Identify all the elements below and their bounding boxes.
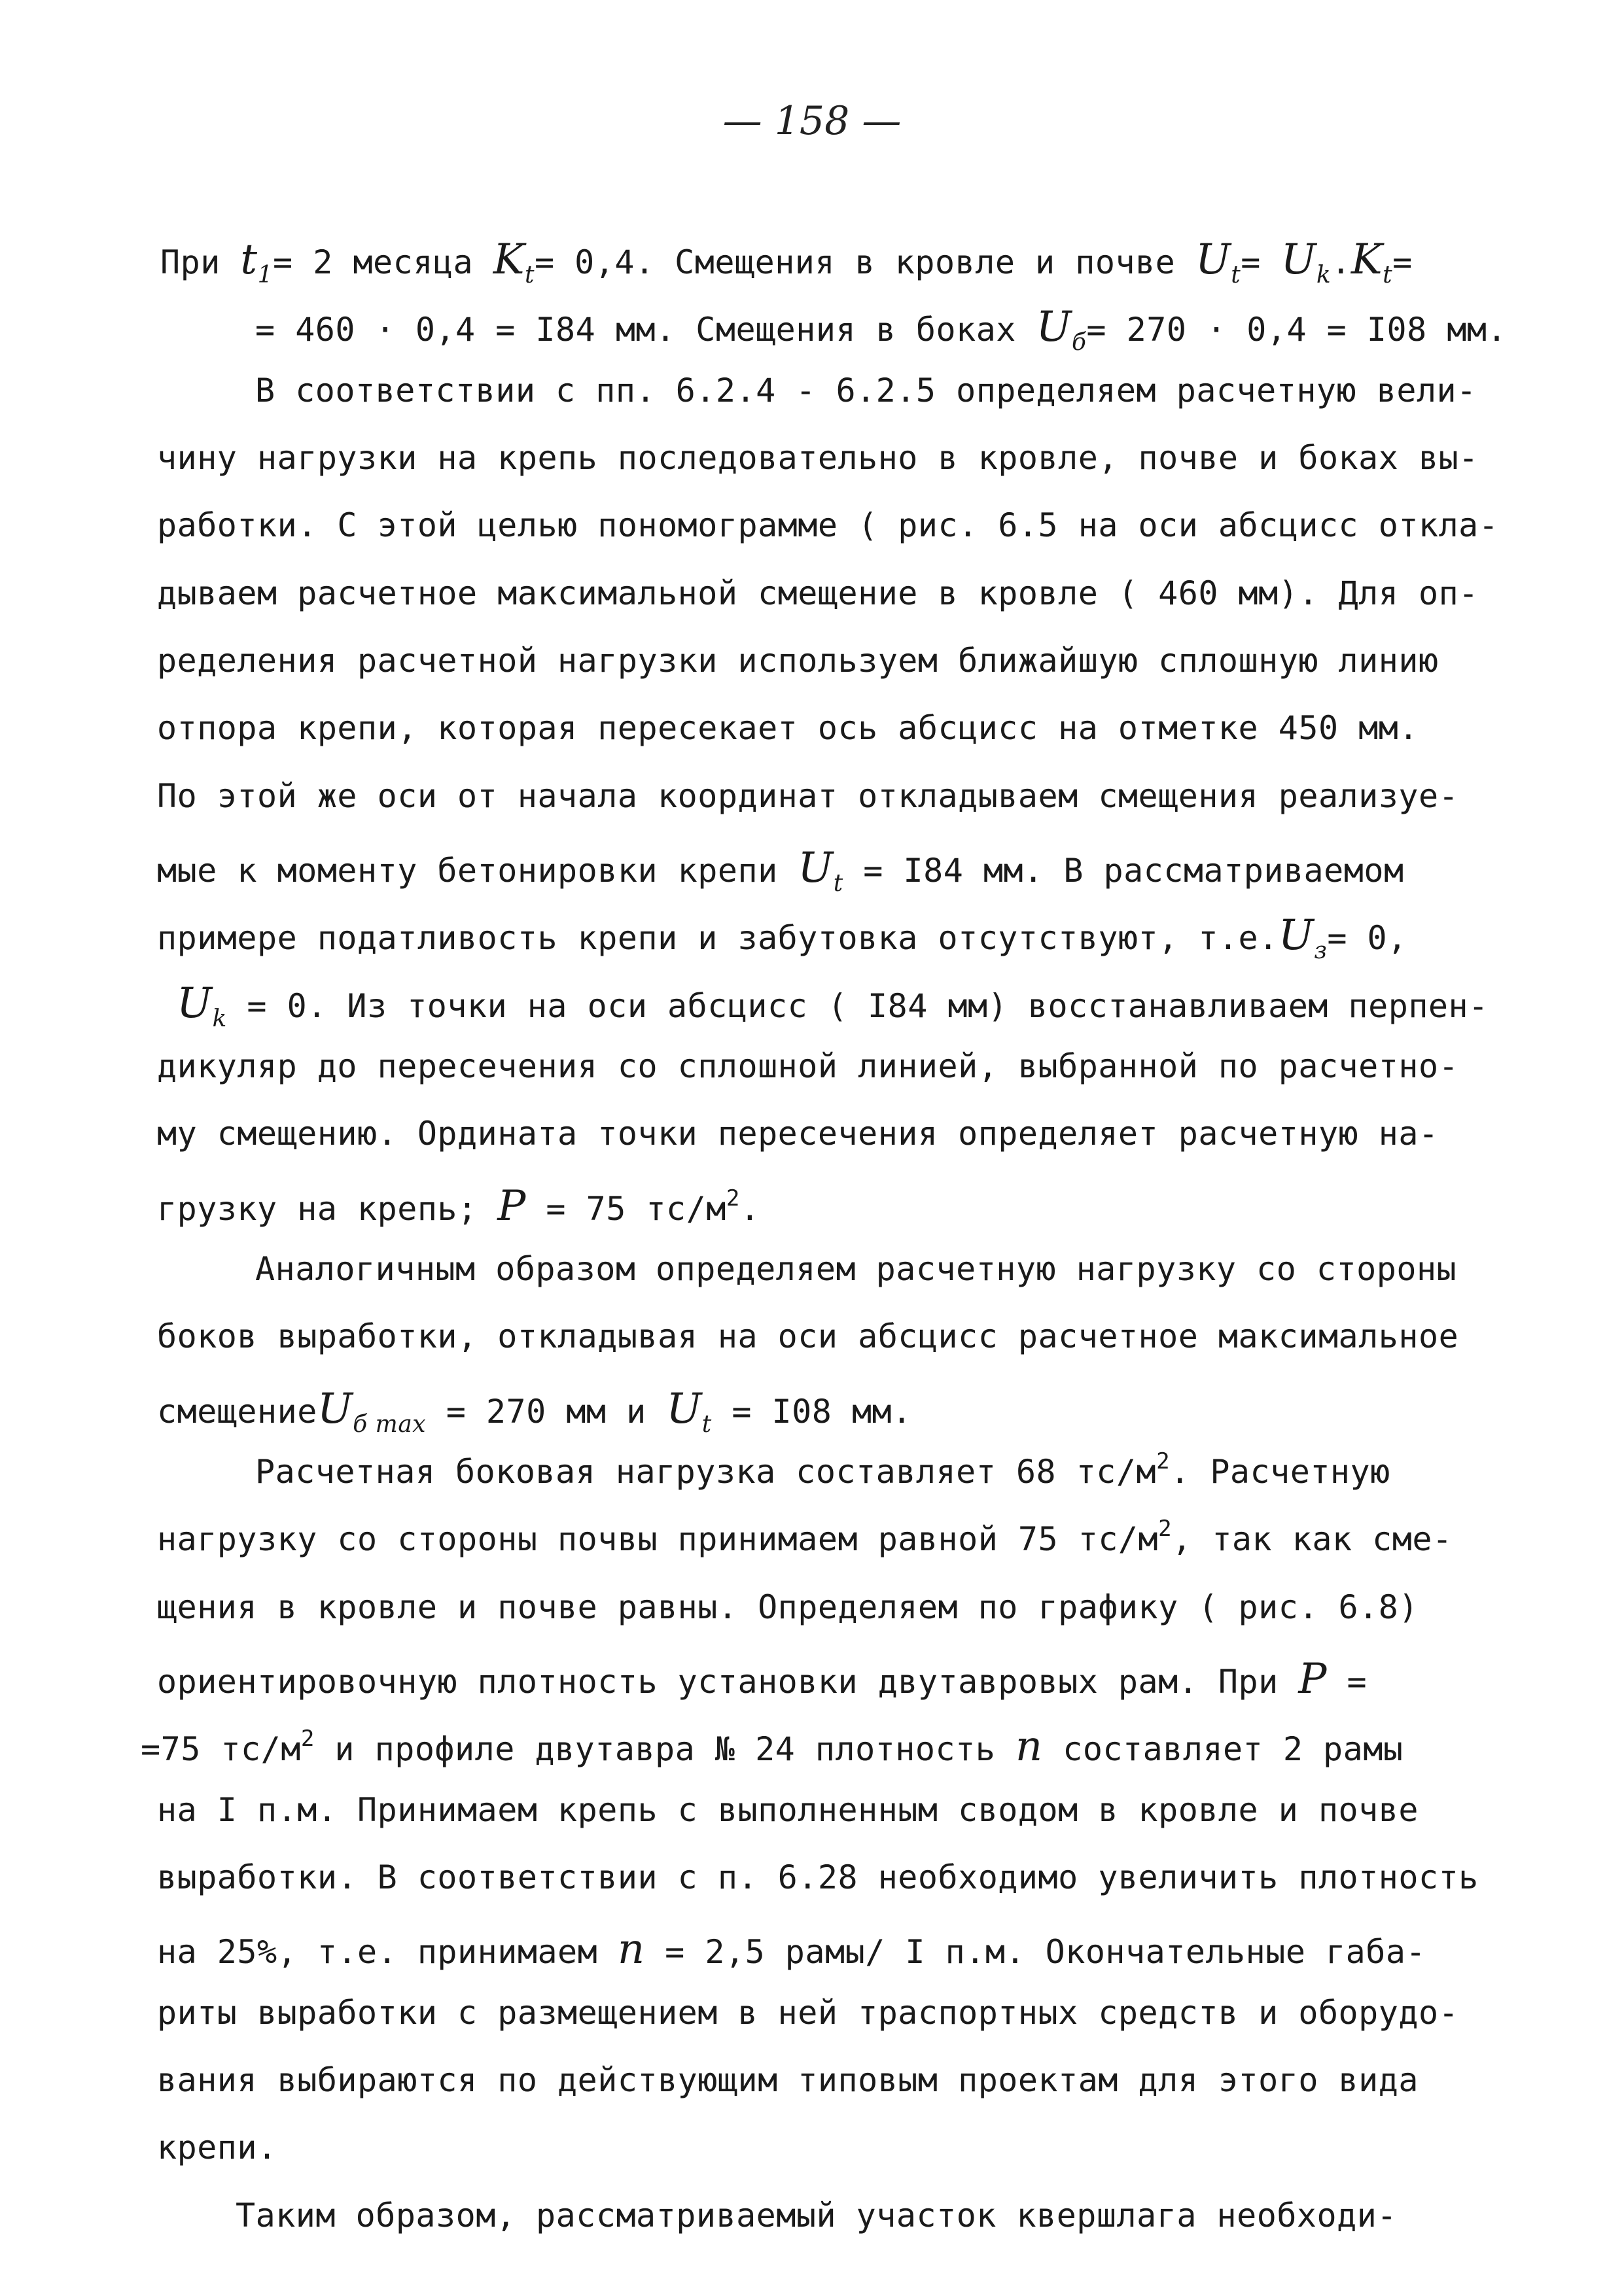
text-line [236,2197,1397,2235]
handwritten-symbol: P [1298,1655,1327,1703]
text-run: = 460 · 0,4 = I84 мм. Смещения в боках [255,311,1036,349]
text-run: = 270 · 0,4 = I08 мм. [1086,311,1508,349]
text-line [157,1182,760,1230]
text-line [157,574,1479,612]
symbol-subscript: 1 [257,262,274,288]
text-run: выработки. В соответствии с п. 6.28 необходимо увеличить плотность [157,1858,1479,1896]
text-run: = 0,4. Смещения в кровле и почве [534,243,1195,281]
symbol-subscript: t [1231,262,1241,288]
text-run: = 0, [1327,919,1407,957]
text-line [157,1115,1439,1153]
text-line [157,777,1459,815]
text-line [177,979,1489,1032]
text-run: риты выработки с размещением в ней траспортных средств и оборудо- [157,1994,1459,2032]
text-run: отпора крепи, которая пересекает ось абсцисс на отметке 450 мм. [157,709,1419,747]
text-run: ределения расчетной нагрузки используем ближайшую сплошную линию [157,642,1439,680]
text-run: . [1331,243,1351,281]
symbol-subscript: k [1316,262,1332,288]
text-line [157,2131,277,2164]
symbol-subscript: з [1314,937,1328,964]
superscript: 2 [1158,1516,1173,1542]
handwritten-symbol: P [497,1182,526,1230]
text-line [157,911,1407,964]
text-run: и профиле двутавра № 24 плотность [314,1730,1015,1768]
text-run: В соответствии с пп. 6.2.4 - 6.2.5 определяем расчетную вели- [255,372,1477,409]
text-run: смещение [157,1393,317,1431]
text-line [255,1250,1457,1288]
superscript: 2 [726,1185,740,1211]
text-run: чину нагрузки на крепь последовательно в кровле, почве и боках вы- [157,439,1479,477]
text-run: = I84 мм. В рассматриваемом [843,852,1404,890]
text-run: = 75 тс/м [525,1190,726,1228]
text-line [157,506,1499,544]
text-run: крепи. [157,2129,277,2166]
handwritten-symbol: $U_{б max}$ [317,1385,427,1438]
handwritten-symbol: $U_t$ [798,844,843,897]
symbol-subscript: t [701,1411,712,1438]
text-run: нагрузку со стороны почвы принимаем равной 75 тс/м [157,1520,1159,1558]
text-line [157,1588,1419,1626]
handwritten-symbol: n [617,1925,645,1974]
text-line [157,1655,1368,1703]
text-run: на I п.м. Принимаем крепь с выполненным сводом в кровле и почве [157,1791,1419,1829]
superscript: 2 [1156,1448,1171,1474]
text-run: боков выработки, откладывая на оси абсцисс расчетное максимальное [157,1317,1459,1355]
text-run: = [1241,243,1281,281]
handwritten-symbol: n [1015,1722,1043,1771]
text-line [255,1448,1390,1491]
text-run: грузку на крепь; [157,1190,498,1228]
handwritten-symbol: $U_k$ [177,979,227,1032]
text-line [157,1317,1459,1355]
text-run: . Расчетную [1170,1453,1390,1491]
symbol-subscript: k [212,1005,227,1032]
text-run: = [1392,243,1413,281]
text-line [157,709,1419,747]
text-run: вания выбираются по действующим типовым проектам для этого вида [157,2061,1419,2099]
text-run: щения в кровле и почве равны. Определяем по графику ( рис. 6.8) [157,1588,1419,1626]
text-run: По этой же оси от начала координат откладываем смещения реализуе- [157,777,1459,815]
text-run: Расчетная боковая нагрузка составляет 68 тс/м [255,1453,1157,1491]
text-run: = 2 месяца [273,243,493,281]
text-run: мые к моменту бетонировки крепи [157,852,798,890]
text-run: му смещению. Ордината точки пересечения определяет расчетную на- [157,1115,1439,1153]
text-line [157,2061,1419,2099]
text-line [157,642,1439,680]
handwritten-symbol: $U_з$ [1278,911,1328,964]
symbol-subscript: t [525,262,535,288]
handwritten-symbol: $U_t$ [666,1385,712,1438]
text-run: При [160,243,241,281]
text-run: = 2,5 рамы/ I п.м. Окончательные габа- [644,1933,1426,1971]
text-run: . [739,1190,760,1228]
text-line [141,1722,1403,1771]
text-line [255,374,1477,407]
text-run: = 0. Из точки на оси абсцисс ( I84 мм) восстанавливаем перпен- [226,987,1489,1025]
text-run: составляет 2 рамы [1042,1730,1403,1768]
text-line [157,439,1479,477]
text-line [157,1385,912,1438]
symbol-subscript: б [1071,329,1087,356]
superscript: 2 [300,1726,315,1752]
text-run: = I08 мм. [711,1393,912,1431]
text-run: , так как сме- [1172,1520,1453,1558]
text-run: =75 тс/м [141,1730,301,1768]
handwritten-symbol: $t_1$ [240,235,274,288]
handwritten-symbol: $U_k$ [1280,235,1332,288]
text-run: дикуляр до пересечения со сплошной линией, выбранной по расчетно- [157,1047,1459,1085]
text-run: примере податливость крепи и забутовка отсутствуют, т.е. [157,919,1279,957]
text-line [157,1047,1459,1085]
text-line [157,1791,1419,1829]
text-line [157,1994,1459,2032]
text-line [160,235,1413,288]
handwritten-symbol: $U_б$ [1036,303,1087,356]
symbol-subscript: t [833,870,843,897]
text-line [157,1925,1426,1974]
handwritten-symbol: $K_t$ [493,235,535,288]
text-run: на 25%, т.е. принимаем [157,1933,618,1971]
text-run: дываем расчетное максимальной смещение в кровле ( 460 мм). Для оп- [157,574,1479,612]
text-run: = 270 мм и [426,1393,667,1431]
symbol-subscript: б max [353,1411,427,1438]
text-line [157,844,1404,897]
text-line [255,303,1508,356]
page-number: — 158 — [722,98,902,144]
symbol-subscript: t [1383,262,1393,288]
handwritten-symbol: $U_t$ [1195,235,1241,288]
text-run: работки. С этой целью пономограмме ( рис. 6.5 на оси абсцисс откла- [157,506,1499,544]
handwritten-symbol: $K_t$ [1350,235,1393,288]
text-run: Аналогичным образом определяем расчетную нагрузку со стороны [255,1250,1457,1288]
text-run: ориентировочную плотность установки двутавровых рам. При [157,1663,1299,1701]
text-run: = [1326,1663,1368,1701]
text-line [157,1516,1453,1558]
text-line [157,1858,1479,1896]
text-run: Таким образом, рассматриваемый участок квершлага необходи- [236,2197,1397,2235]
